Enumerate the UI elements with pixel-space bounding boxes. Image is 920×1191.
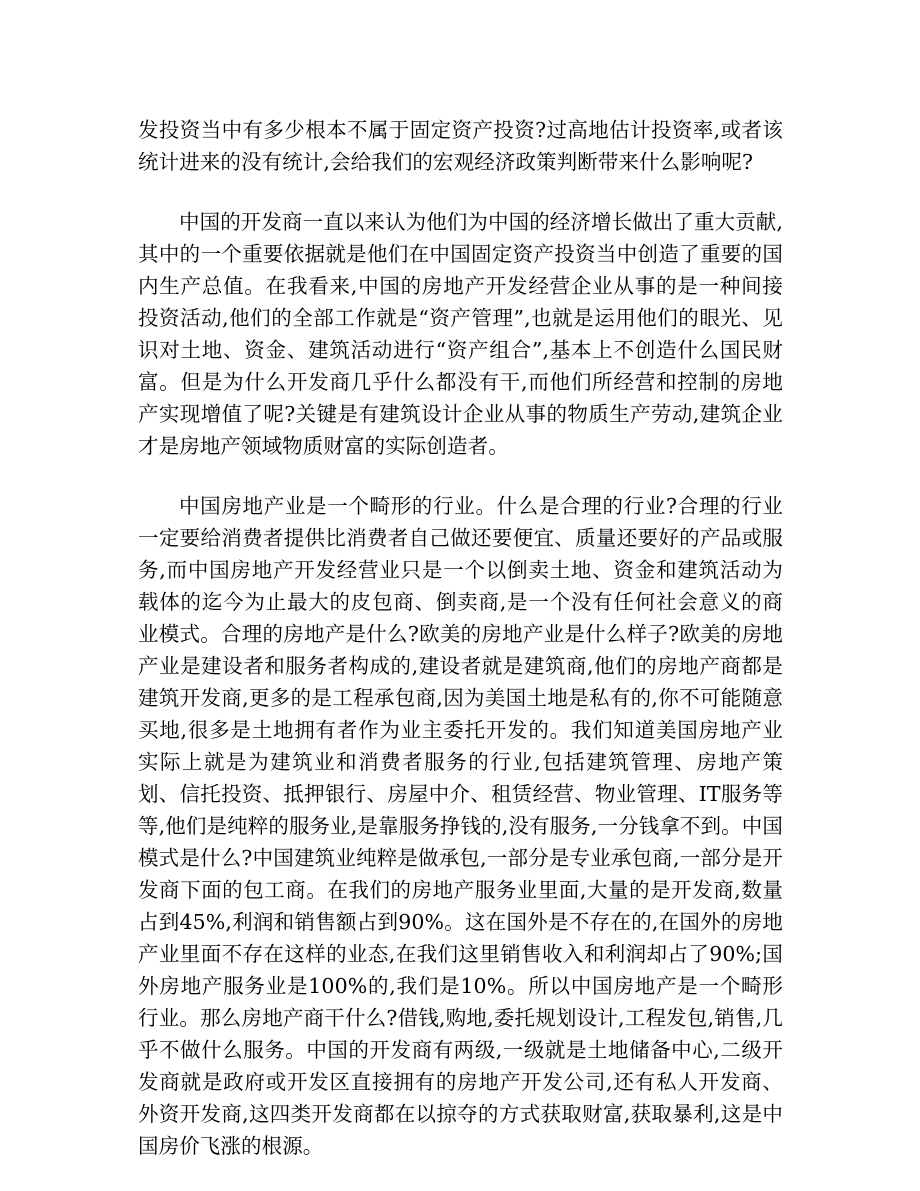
paragraph-developers: 中国的开发商一直以来认为他们为中国的经济增长做出了重大贡献,其中的一个重要依据就是他们在中国固定资产投资当中创造了重要的国内生产总值。在我看来,中国的房地产开发经营企业从事的是一种间接投资活动,他们的全部工作就是“资产管理”,也就是运用他们的眼光、见识对土地、资金、建筑活动进行“资产组合”,基本上不创造什么国民财富。但是为什么开发商几乎什么都没有干,而他们所经营和控制的房地产实现增值了呢?关键是有建筑设计企业从事的物质生产劳动,建筑企业才是房地产领域物质财富的实际创造者。 [138,210,784,458]
document-body [138,114,783,1190]
paragraph-continuation: 发投资当中有多少根本不属于固定资产投资?过高地估计投资率,或者该统计进来的没有统计,会给我们的宏观经济政策判断带来什么影响呢? [138,118,783,174]
paragraph-real-estate-industry: 中国房地产业是一个畸形的行业。什么是合理的行业?合理的行业一定要给消费者提供比消费者自己做还要便宜、质量还要好的产品或服务,而中国房地产开发经营业只是一个以倒卖土地、资金和建筑活动为载体的迄今为止最大的皮包商、倒卖商,是一个没有任何社会意义的商业模式。合理的房地产是什么?欧美的房地产业是什么样子?欧美的房地产业是建设者和服务者构成的,建设者就是建筑商,他们的房地产商都是建筑开发商,更多的是工程承包商,因为美国土地是私有的,你不可能随意买地,很多是土地拥有者作为业主委托开发的。我们知道美国房地产业实际上就是为建筑业和消费者服务的行业,包括建筑管理、房地产策划、信托投资、抵押银行、房屋中介、租赁经营、物业管理、IT服务等等,他们是纯粹的服务业,是靠服务挣钱的,没有服务,一分钱拿不到。中国模式是什么?中国建筑业纯粹是做承包,一部分是专业承包商,一部分是开发商下面的包工商。在我们的房地产服务业里面,大量的是开发商,数量占到45%,利润和销售额占到90%。这在国外是不存在的,在国外的房地产业里面不存在这样的业态,在我们这里销售收入和利润却占了90%;国外房地产服务业是100%的,我们是10%。所以中国房地产是一个畸形行业。那么房地产商干什么?借钱,购地,委托规划设计,工程发包,销售,几乎不做什么服务。中国的开发商有两级,一级就是土地储备中心,二级开发商就是政府或开发区直接拥有的房地产开发公司,还有私人开发商、外资开发商,这四类开发商都在以掠夺的方式获取财富,获取暴利,这是中国房价飞涨的根源。 [138,494,783,1158]
